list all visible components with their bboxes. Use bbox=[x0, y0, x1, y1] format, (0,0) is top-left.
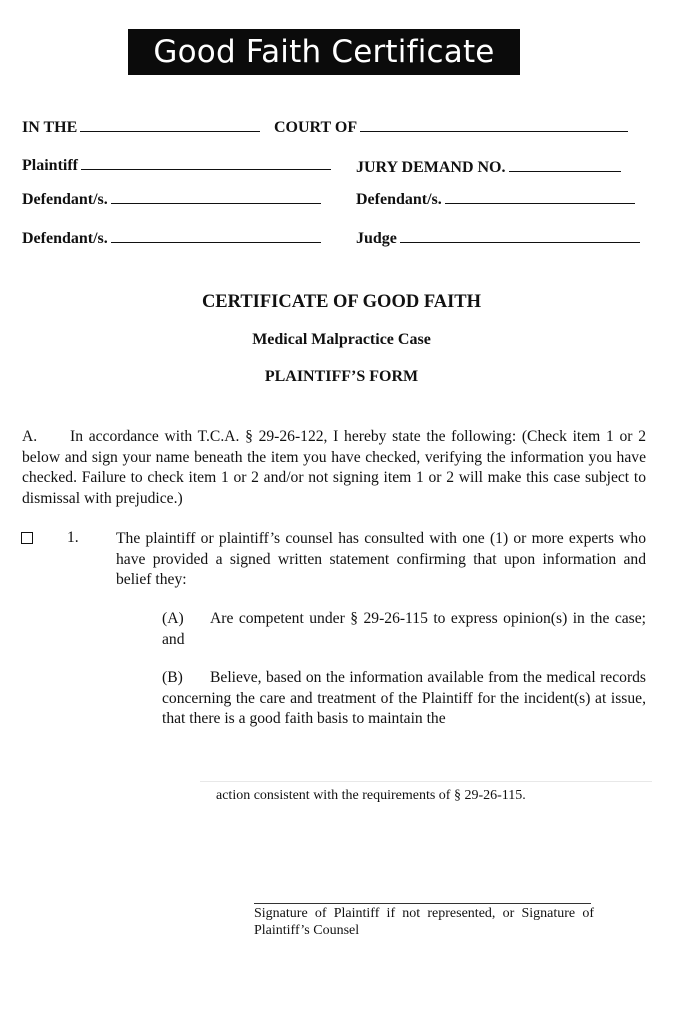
sub-b-tag: (B) bbox=[162, 669, 183, 686]
defendant-row-3 bbox=[22, 229, 321, 248]
plaintiff-label: Plaintiff bbox=[22, 157, 78, 174]
signature-line[interactable] bbox=[254, 903, 591, 904]
plaintiff-row bbox=[22, 156, 331, 175]
plaintiff-field[interactable] bbox=[81, 156, 331, 170]
defendant-label-3: Defendant/s. bbox=[22, 230, 108, 247]
item-1-sub-b bbox=[162, 668, 646, 730]
court-row-right bbox=[274, 118, 628, 137]
court-of-label: COURT OF bbox=[274, 119, 358, 136]
jury-demand-label: JURY DEMAND NO. bbox=[356, 159, 506, 176]
signature-caption: Signature of Plaintiff if not represented, or Signature of Plaintiff’s Counsel bbox=[254, 906, 594, 938]
form-type-heading: PLAINTIFF’S FORM bbox=[264, 368, 419, 385]
document-banner-title: Good Faith Certificate bbox=[128, 29, 520, 75]
judge-row bbox=[356, 229, 640, 248]
court-name-field[interactable] bbox=[80, 118, 260, 132]
defendant-field-1[interactable] bbox=[111, 190, 321, 204]
page-break-line bbox=[200, 781, 652, 782]
sub-b-text: Believe, based on the information available from the medical records concerning the care and treatment of the Plaintiff for the incident(s) at issue, that there is a good faith basis to maintain the bbox=[162, 669, 646, 727]
sub-a-tag: (A) bbox=[162, 610, 184, 627]
defendant-label-1: Defendant/s. bbox=[22, 191, 108, 208]
judge-field[interactable] bbox=[400, 229, 640, 243]
item-1-number: 1. bbox=[67, 529, 79, 546]
defendant-row-2 bbox=[356, 190, 635, 209]
section-a-label: A. bbox=[22, 428, 38, 445]
item-1-text: The plaintiff or plaintiff’s counsel has consulted with one (1) or more experts who have provided a signed written statement confirming that upon information and belief they: bbox=[116, 530, 646, 588]
jury-demand-field[interactable] bbox=[509, 158, 621, 172]
in-the-label: IN THE bbox=[22, 119, 78, 136]
defendant-label-2: Defendant/s. bbox=[356, 191, 442, 208]
certificate-title: CERTIFICATE OF GOOD FAITH bbox=[201, 292, 482, 312]
defendant-row-1 bbox=[22, 190, 321, 209]
sub-a-text: Are competent under § 29-26-115 to express opinion(s) in the case; and bbox=[162, 610, 646, 648]
item-1-continuation: action consistent with the requirements of § 29-26-115. bbox=[216, 788, 526, 803]
court-row-left bbox=[22, 118, 260, 137]
jury-demand-row bbox=[356, 158, 621, 177]
item-1-sub-a bbox=[162, 609, 646, 650]
section-a-text: In accordance with T.C.A. § 29-26-122, I hereby state the following: (Check item 1 or 2 below and sign your name beneath the item you have checked, verifying the information you have checked. Failure to check item 1 or 2 and/or not signing item 1 or 2 will make this case subject to dismissal with prejudice.) bbox=[22, 428, 646, 507]
defendant-field-2[interactable] bbox=[445, 190, 635, 204]
item-1-checkbox[interactable] bbox=[21, 532, 33, 544]
court-of-field[interactable] bbox=[360, 118, 628, 132]
section-a-paragraph bbox=[22, 427, 646, 509]
judge-label: Judge bbox=[356, 230, 397, 247]
defendant-field-3[interactable] bbox=[111, 229, 321, 243]
certificate-subtitle: Medical Malpractice Case bbox=[252, 331, 431, 348]
